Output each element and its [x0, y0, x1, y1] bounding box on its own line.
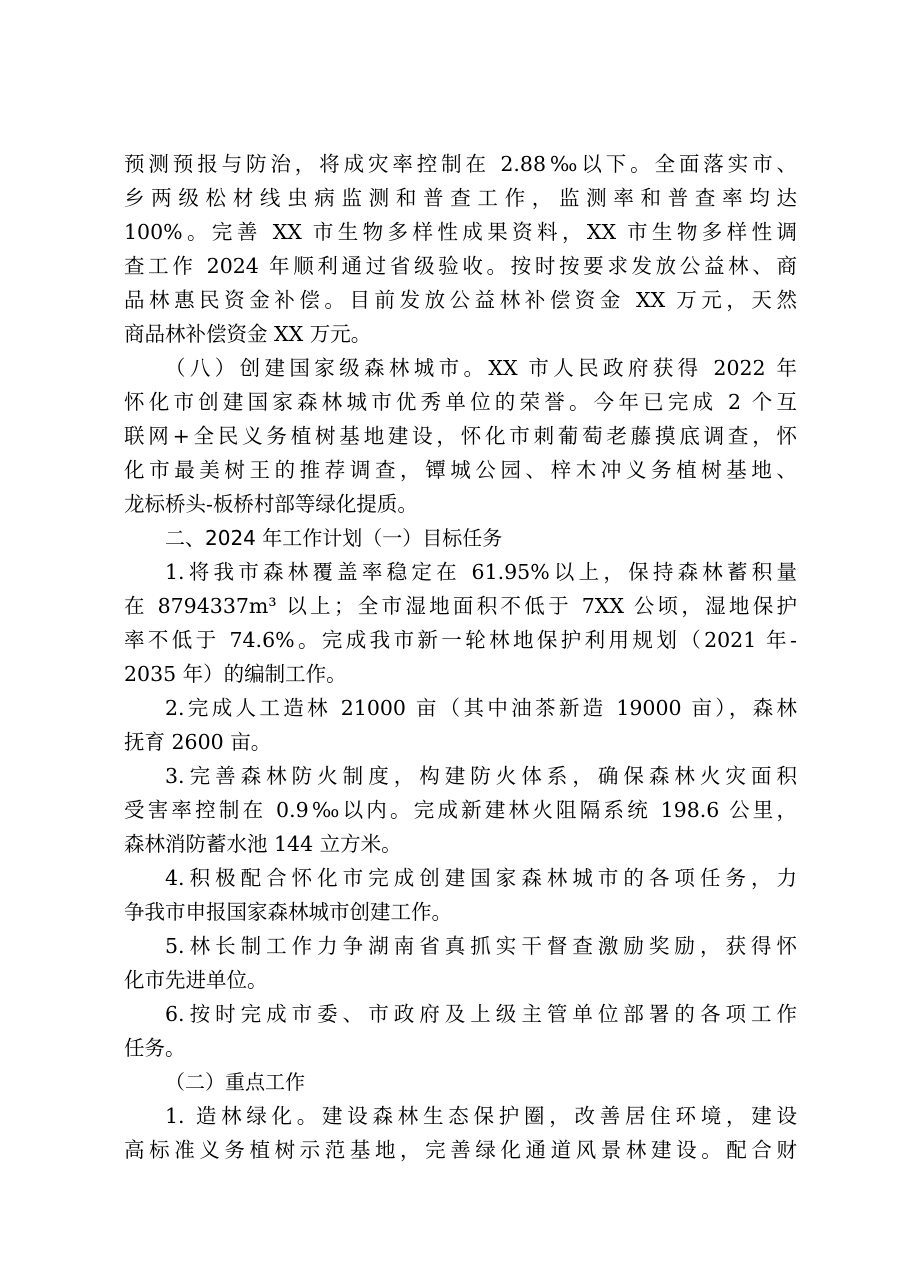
body-line: 化市先进单位。 — [124, 968, 268, 992]
body-line: 在 8794337m³ 以上；全市湿地面积不低于 7XX 公顷，湿地保护 — [124, 594, 797, 618]
body-line: 受害率控制在 0.9‰以内。完成新建林火阻隔系统 198.6 公里， — [124, 798, 797, 822]
task-1: 1.将我市森林覆盖率稳定在 61.95%以上，保持森林蓄积量 — [165, 560, 797, 584]
key-work-heading: （二）重点工作 — [165, 1070, 305, 1094]
body-line: 龙标桥头-板桥村部等绿化提质。 — [124, 492, 418, 516]
task-3: 3.完善森林防火制度，构建防火体系，确保森林火灾面积 — [165, 764, 797, 788]
body-line: 联网+全民义务植树基地建设，怀化市刺葡萄老藤摸底调查，怀 — [124, 424, 797, 448]
work-plan-heading: 二、2024 年工作计划（一）目标任务 — [165, 526, 503, 550]
body-line: 任务。 — [124, 1036, 186, 1060]
body-line: 预测预报与防治，将成灾率控制在 2.88‰以下。全面落实市、 — [124, 152, 797, 176]
body-line: 怀化市创建国家森林城市优秀单位的荣誉。今年已完成 2 个互 — [124, 390, 797, 414]
task-6: 6.按时完成市委、市政府及上级主管单位部署的各项工作 — [165, 1002, 797, 1026]
body-line: 率不低于 74.6%。完成我市新一轮林地保护利用规划（2021 年- — [124, 628, 797, 652]
task-4: 4.积极配合怀化市完成创建国家森林城市的各项任务，力 — [165, 866, 797, 890]
body-line: 争我市申报国家森林城市创建工作。 — [124, 900, 452, 924]
section-8-heading: （八）创建国家级森林城市。XX 市人民政府获得 2022 年 — [165, 356, 797, 380]
body-line: 抚育 2600 亩。 — [124, 730, 272, 754]
body-line: 查工作 2024 年顺利通过省级验收。按时按要求发放公益林、商 — [124, 254, 797, 278]
key-work-1: 1. 造林绿化。建设森林生态保护圈，改善居住环境，建设 — [165, 1104, 797, 1128]
body-line: 乡两级松材线虫病监测和普查工作，监测率和普查率均达 — [124, 186, 797, 210]
body-line: 2035 年）的编制工作。 — [124, 662, 347, 686]
task-2: 2.完成人工造林 21000 亩（其中油茶新造 19000 亩），森林 — [165, 696, 797, 720]
body-line: 100%。完善 XX 市生物多样性成果资料，XX 市生物多样性调 — [124, 220, 797, 244]
body-line: 森林消防蓄水池 144 立方米。 — [124, 832, 402, 856]
body-line: 化市最美树王的推荐调查，镡城公园、梓木冲义务植树基地、 — [124, 458, 797, 482]
body-line: 商品林补偿资金 XX 万元。 — [124, 322, 372, 346]
task-5: 5.林长制工作力争湖南省真抓实干督查激励奖励，获得怀 — [165, 934, 797, 958]
body-line: 品林惠民资金补偿。目前发放公益林补偿资金 XX 万元，天然 — [124, 288, 797, 312]
body-line: 高标准义务植树示范基地，完善绿化通道风景林建设。配合财 — [124, 1138, 797, 1162]
